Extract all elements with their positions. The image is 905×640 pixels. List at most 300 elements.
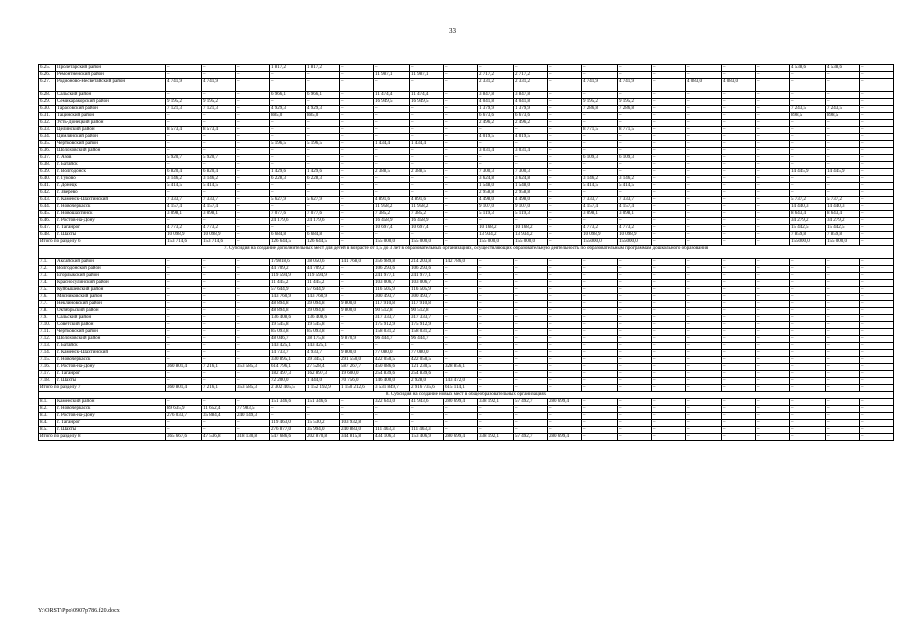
value-cell: 6 228,3 xyxy=(270,176,306,183)
value-cell: – xyxy=(618,134,652,141)
total-value-cell: 615 114,1 xyxy=(444,385,478,392)
value-cell: – xyxy=(306,79,340,92)
value-cell: 13 934,2 xyxy=(478,232,514,239)
value-cell: – xyxy=(374,113,410,120)
value-cell: – xyxy=(410,148,444,155)
value-cell: – xyxy=(826,308,860,315)
value-cell: – xyxy=(756,336,790,343)
value-cell: – xyxy=(236,315,270,322)
row-number-cell: 7.17. xyxy=(39,371,56,378)
value-cell: – xyxy=(722,322,756,329)
value-cell: – xyxy=(756,266,790,273)
value-cell: 4 019,5 xyxy=(514,134,548,141)
value-cell: – xyxy=(548,92,582,99)
total-value-cell: – xyxy=(860,434,894,441)
value-cell: – xyxy=(236,329,270,336)
value-cell: – xyxy=(756,141,790,148)
value-cell: 7 333,7 xyxy=(202,197,236,204)
value-cell: – xyxy=(444,343,478,350)
total-value-cell: – xyxy=(582,385,618,392)
section-heading: 8. Субсидия на создание новых мест в общеобразовательных организациях xyxy=(39,392,894,399)
value-cell: – xyxy=(756,225,790,232)
value-cell: 1 379,9 xyxy=(478,106,514,113)
total-value-cell: – xyxy=(722,434,756,441)
value-cell: – xyxy=(444,120,478,127)
value-cell: 3 098,1 xyxy=(166,211,202,218)
value-cell: 14 440,3 xyxy=(826,204,860,211)
value-cell: – xyxy=(548,301,582,308)
row-number-cell: 6.42. xyxy=(39,190,56,197)
value-cell: 16 458,9 xyxy=(410,218,444,225)
value-cell: 141 768,0 xyxy=(340,259,374,266)
value-cell: – xyxy=(202,72,236,79)
table-row xyxy=(39,176,894,183)
value-cell: – xyxy=(860,197,894,204)
value-cell: – xyxy=(722,420,756,427)
value-cell: – xyxy=(826,413,860,420)
value-cell: – xyxy=(860,218,894,225)
value-cell: – xyxy=(514,350,548,357)
row-number-cell: 6.45. xyxy=(39,211,56,218)
value-cell: – xyxy=(548,371,582,378)
value-cell: 1 429,6 xyxy=(306,169,340,176)
value-cell: – xyxy=(340,155,374,162)
municipality-name-cell: г. Новочеркасск xyxy=(56,357,166,364)
value-cell: 5 627,9 xyxy=(270,197,306,204)
total-value-cell: – xyxy=(686,385,722,392)
value-cell: – xyxy=(686,225,722,232)
value-cell: – xyxy=(548,218,582,225)
value-cell: – xyxy=(514,308,548,315)
value-cell: – xyxy=(582,420,618,427)
value-cell: 119 594,9 xyxy=(270,273,306,280)
value-cell: 11 987,1 xyxy=(410,72,444,79)
value-cell: – xyxy=(722,204,756,211)
total-value-cell: – xyxy=(826,434,860,441)
value-cell: 4 498,0 xyxy=(514,197,548,204)
value-cell: – xyxy=(652,141,686,148)
value-cell: – xyxy=(236,259,270,266)
municipality-name-cell: Красносулинский район xyxy=(56,280,166,287)
value-cell: 15 442,5 xyxy=(790,225,826,232)
total-value-cell: – xyxy=(478,385,514,392)
value-cell: – xyxy=(444,413,478,420)
total-value-cell: 155 000,0 xyxy=(514,239,548,246)
value-cell: – xyxy=(652,308,686,315)
municipality-name-cell: г. Волгодонск xyxy=(56,169,166,176)
section-total-row xyxy=(39,239,894,246)
value-cell: – xyxy=(686,183,722,190)
value-cell: 360 801,4 xyxy=(166,364,202,371)
value-cell: – xyxy=(722,92,756,99)
total-value-cell: 155 000,0 xyxy=(478,239,514,246)
value-cell: – xyxy=(166,162,202,169)
value-cell: 90 512,8 xyxy=(410,308,444,315)
value-cell: – xyxy=(686,204,722,211)
value-cell: – xyxy=(270,148,306,155)
row-number-cell: 7.6. xyxy=(39,294,56,301)
value-cell: 39 094,8 xyxy=(306,301,340,308)
municipality-name-cell: Цимлянский район xyxy=(56,134,166,141)
municipality-name-cell: г. Гуково xyxy=(56,176,166,183)
value-cell: – xyxy=(860,79,894,92)
value-cell: – xyxy=(722,232,756,239)
value-cell: – xyxy=(860,427,894,434)
value-cell: – xyxy=(340,329,374,336)
value-cell: 143 760,9 xyxy=(306,294,340,301)
table-row xyxy=(39,169,894,176)
value-cell: – xyxy=(166,378,202,385)
value-cell: – xyxy=(860,294,894,301)
value-cell: – xyxy=(236,197,270,204)
value-cell: – xyxy=(410,413,444,420)
value-cell: – xyxy=(582,357,618,364)
value-cell: – xyxy=(340,232,374,239)
value-cell: – xyxy=(652,127,686,134)
value-cell: 7 333,7 xyxy=(618,197,652,204)
row-number-cell: 6.41. xyxy=(39,183,56,190)
value-cell: 35 994,0 xyxy=(306,427,340,434)
total-value-cell: – xyxy=(722,239,756,246)
total-value-cell: 155 000,0 xyxy=(826,239,860,246)
value-cell: – xyxy=(236,155,270,162)
value-cell: – xyxy=(166,134,202,141)
value-cell: 254 839,6 xyxy=(410,371,444,378)
value-cell: – xyxy=(860,72,894,79)
table-row xyxy=(39,141,894,148)
value-cell: – xyxy=(722,99,756,106)
value-cell: – xyxy=(860,371,894,378)
value-cell: 143 425,1 xyxy=(270,343,306,350)
value-cell: – xyxy=(270,413,306,420)
value-cell: 119 463,0 xyxy=(270,420,306,427)
value-cell: – xyxy=(374,134,410,141)
value-cell: 7 859,8 xyxy=(790,232,826,239)
value-cell: 5 414,5 xyxy=(582,183,618,190)
value-cell: – xyxy=(236,350,270,357)
value-cell: – xyxy=(860,127,894,134)
table-row xyxy=(39,336,894,343)
value-cell: – xyxy=(826,301,860,308)
value-cell: – xyxy=(582,371,618,378)
value-cell: – xyxy=(444,190,478,197)
value-cell: – xyxy=(444,183,478,190)
total-value-cell: 155000,0 xyxy=(618,239,652,246)
value-cell: 2 331,2 xyxy=(514,79,548,92)
value-cell: – xyxy=(756,204,790,211)
value-cell: – xyxy=(652,190,686,197)
value-cell: – xyxy=(410,420,444,427)
value-cell: 85 093,8 xyxy=(306,329,340,336)
value-cell: – xyxy=(582,148,618,155)
value-cell: – xyxy=(722,211,756,218)
value-cell: – xyxy=(236,120,270,127)
value-cell: 10 168,2 xyxy=(478,225,514,232)
value-cell: – xyxy=(860,232,894,239)
value-cell: – xyxy=(860,176,894,183)
total-value-cell: 365 667,6 xyxy=(166,434,202,441)
value-cell: – xyxy=(548,413,582,420)
value-cell: 8 573,4 xyxy=(166,127,202,134)
value-cell: – xyxy=(166,218,202,225)
value-cell: – xyxy=(652,399,686,406)
value-cell: – xyxy=(826,162,860,169)
value-cell: – xyxy=(306,204,340,211)
value-cell: – xyxy=(548,113,582,120)
value-cell: – xyxy=(860,287,894,294)
total-value-cell: – xyxy=(652,434,686,441)
value-cell: – xyxy=(374,190,410,197)
value-cell: 151 346,6 xyxy=(306,399,340,406)
value-cell: – xyxy=(652,420,686,427)
value-cell: – xyxy=(306,162,340,169)
value-cell: 2 717,2 xyxy=(478,72,514,79)
value-cell: 3 146,2 xyxy=(618,176,652,183)
value-cell: – xyxy=(548,141,582,148)
municipality-name-cell: Усть-Донецкий район xyxy=(56,120,166,127)
value-cell: – xyxy=(686,259,722,266)
value-cell: 19 545,8 xyxy=(306,322,340,329)
value-cell: 4 083,0 xyxy=(722,79,756,92)
value-cell: 48 894,8 xyxy=(270,308,306,315)
value-cell: – xyxy=(166,280,202,287)
value-cell: 3 146,2 xyxy=(202,176,236,183)
value-cell: – xyxy=(340,162,374,169)
value-cell: – xyxy=(166,343,202,350)
value-cell: – xyxy=(340,141,374,148)
value-cell: 4 041,8 xyxy=(514,99,548,106)
value-cell: – xyxy=(860,204,894,211)
value-cell: – xyxy=(548,420,582,427)
value-cell: – xyxy=(202,141,236,148)
table-row xyxy=(39,294,894,301)
value-cell: – xyxy=(686,190,722,197)
value-cell: – xyxy=(686,336,722,343)
value-cell: – xyxy=(686,315,722,322)
value-cell: 44 709,2 xyxy=(270,266,306,273)
total-value-cell: – xyxy=(790,385,826,392)
value-cell: – xyxy=(270,155,306,162)
value-cell: – xyxy=(514,427,548,434)
total-value-cell: – xyxy=(548,239,582,246)
value-cell: – xyxy=(826,120,860,127)
value-cell: – xyxy=(478,420,514,427)
value-cell: – xyxy=(444,406,478,413)
municipality-name-cell: Тацинский район xyxy=(56,113,166,120)
value-cell: – xyxy=(826,399,860,406)
row-number-cell: 6.39. xyxy=(39,169,56,176)
value-cell: – xyxy=(478,315,514,322)
value-cell: – xyxy=(514,127,548,134)
value-cell: – xyxy=(722,357,756,364)
value-cell: 10 098,9 xyxy=(202,232,236,239)
value-cell: – xyxy=(860,120,894,127)
value-cell: – xyxy=(444,211,478,218)
total-value-cell: 47 536,8 xyxy=(202,434,236,441)
value-cell: – xyxy=(236,371,270,378)
municipality-name-cell: г. Батайск xyxy=(56,343,166,350)
value-cell: – xyxy=(722,134,756,141)
row-number-cell: 6.43. xyxy=(39,197,56,204)
value-cell: – xyxy=(270,79,306,92)
row-number-cell: 7.12. xyxy=(39,336,56,343)
value-cell: – xyxy=(756,127,790,134)
value-cell: – xyxy=(860,141,894,148)
row-number-cell: 6.30. xyxy=(39,106,56,113)
value-cell: 7 121,3 xyxy=(202,106,236,113)
value-cell: – xyxy=(548,155,582,162)
value-cell: – xyxy=(686,399,722,406)
value-cell: – xyxy=(756,420,790,427)
value-cell: – xyxy=(652,301,686,308)
value-cell: 7 300,3 xyxy=(514,169,548,176)
total-value-cell: – xyxy=(686,239,722,246)
value-cell: – xyxy=(652,378,686,385)
value-cell: – xyxy=(790,420,826,427)
municipality-name-cell: г. Таганрог xyxy=(56,420,166,427)
value-cell: – xyxy=(236,378,270,385)
value-cell: – xyxy=(652,211,686,218)
value-cell: – xyxy=(548,99,582,106)
municipality-name-cell: Волгодонской район xyxy=(56,266,166,273)
value-cell: – xyxy=(652,162,686,169)
value-cell: – xyxy=(444,329,478,336)
value-cell: – xyxy=(236,308,270,315)
value-cell: – xyxy=(410,127,444,134)
table-row xyxy=(39,364,894,371)
value-cell: – xyxy=(202,357,236,364)
value-cell: 15 442,5 xyxy=(826,225,860,232)
total-value-cell: 57 492,7 xyxy=(514,434,548,441)
value-cell: 4 773,2 xyxy=(618,225,652,232)
value-cell: – xyxy=(756,218,790,225)
value-cell: – xyxy=(756,65,790,72)
value-cell: – xyxy=(514,378,548,385)
value-cell: – xyxy=(652,169,686,176)
value-cell: – xyxy=(790,427,826,434)
value-cell: – xyxy=(722,169,756,176)
value-cell: – xyxy=(236,322,270,329)
value-cell: – xyxy=(582,378,618,385)
value-cell: – xyxy=(236,176,270,183)
value-cell: 162 897,3 xyxy=(306,371,340,378)
value-cell: 885,0 xyxy=(306,113,340,120)
value-cell: 614 796,1 xyxy=(270,364,306,371)
value-cell: 70 756,0 xyxy=(340,378,374,385)
value-cell: – xyxy=(652,294,686,301)
value-cell: – xyxy=(722,266,756,273)
value-cell: – xyxy=(686,364,722,371)
value-cell: – xyxy=(582,336,618,343)
value-cell: 16 458,9 xyxy=(374,218,410,225)
value-cell: – xyxy=(340,99,374,106)
value-cell: – xyxy=(826,79,860,92)
municipality-name-cell: Советский район xyxy=(56,322,166,329)
value-cell: – xyxy=(756,301,790,308)
value-cell: – xyxy=(756,134,790,141)
value-cell: – xyxy=(790,99,826,106)
table-row xyxy=(39,120,894,127)
value-cell: 39 094,8 xyxy=(306,308,340,315)
total-value-cell: – xyxy=(722,385,756,392)
value-cell: – xyxy=(514,336,548,343)
value-cell: – xyxy=(860,406,894,413)
value-cell: – xyxy=(166,399,202,406)
budget-allocation-table xyxy=(38,64,894,441)
value-cell: 175 912,9 xyxy=(410,322,444,329)
value-cell: – xyxy=(478,259,514,266)
value-cell: – xyxy=(202,287,236,294)
value-cell: – xyxy=(790,183,826,190)
value-cell: 4 741,9 xyxy=(618,79,652,92)
value-cell: 77 080,0 xyxy=(374,350,410,357)
value-cell: 2 928,0 xyxy=(410,378,444,385)
value-cell: – xyxy=(860,315,894,322)
row-number-cell: 6.25. xyxy=(39,65,56,72)
municipality-name-cell: Аксайский район xyxy=(56,259,166,266)
row-number-cell: 7.18. xyxy=(39,378,56,385)
value-cell: – xyxy=(444,197,478,204)
value-cell: – xyxy=(826,259,860,266)
value-cell: – xyxy=(652,176,686,183)
value-cell: – xyxy=(444,273,478,280)
value-cell: – xyxy=(514,413,548,420)
value-cell: – xyxy=(444,148,478,155)
table-row xyxy=(39,420,894,427)
value-cell: 4 773,2 xyxy=(166,225,202,232)
value-cell: – xyxy=(548,211,582,218)
value-cell: 8 771,5 xyxy=(582,127,618,134)
value-cell: – xyxy=(582,259,618,266)
value-cell: – xyxy=(444,99,478,106)
municipality-name-cell: г. Новошахтинск xyxy=(56,211,166,218)
value-cell: – xyxy=(202,336,236,343)
value-cell: – xyxy=(478,336,514,343)
value-cell: – xyxy=(374,232,410,239)
value-cell: – xyxy=(826,427,860,434)
table-row xyxy=(39,427,894,434)
value-cell: – xyxy=(410,65,444,72)
value-cell: – xyxy=(306,72,340,79)
value-cell: – xyxy=(722,378,756,385)
value-cell: 898,5 xyxy=(826,113,860,120)
value-cell: – xyxy=(826,294,860,301)
value-cell: – xyxy=(340,183,374,190)
row-number-cell: 6.46. xyxy=(39,218,56,225)
value-cell: – xyxy=(722,329,756,336)
value-cell: – xyxy=(410,120,444,127)
value-cell: – xyxy=(826,141,860,148)
value-cell: 182 497,3 xyxy=(270,371,306,378)
municipality-name-cell: г. Батайск xyxy=(56,162,166,169)
value-cell: – xyxy=(652,406,686,413)
value-cell: – xyxy=(306,225,340,232)
row-number-cell: 6.48. xyxy=(39,232,56,239)
value-cell: – xyxy=(686,357,722,364)
value-cell: – xyxy=(202,190,236,197)
value-cell: 96 444,7 xyxy=(410,336,444,343)
municipality-name-cell: Шолоховский район xyxy=(56,148,166,155)
value-cell: – xyxy=(826,155,860,162)
value-cell: – xyxy=(860,322,894,329)
value-cell: – xyxy=(514,155,548,162)
value-cell: – xyxy=(722,72,756,79)
value-cell: – xyxy=(686,413,722,420)
value-cell: – xyxy=(652,148,686,155)
value-cell: 7 300,3 xyxy=(478,169,514,176)
value-cell: – xyxy=(756,315,790,322)
value-cell: – xyxy=(514,287,548,294)
